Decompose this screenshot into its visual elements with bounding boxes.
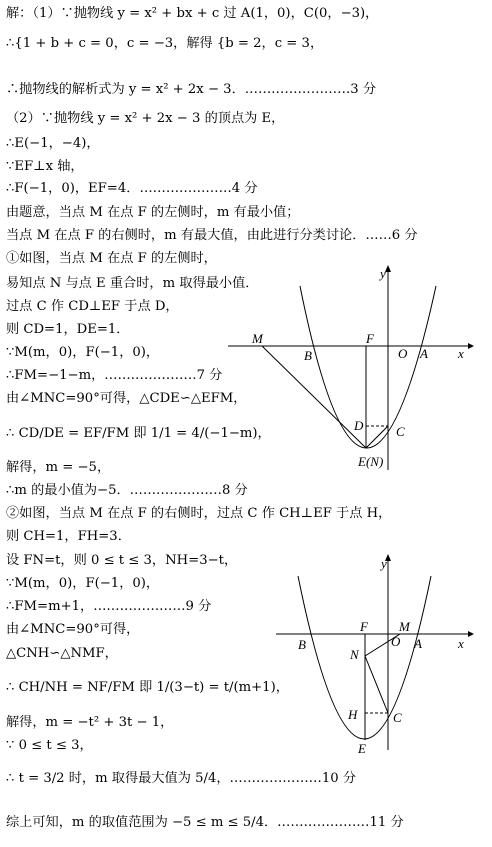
line-17: ∴ CD/DE = EF/FM 即 1/1 = 4/(−1−m)， xyxy=(6,426,271,441)
line-12: 过点 C 作 CD⊥EF 于点 D， xyxy=(6,299,179,314)
fig1-label-y: y xyxy=(380,266,386,281)
line-01: 解：（1）∵抛物线 y = x² + bx + c 过 A(1，0)，C(0，−3)， xyxy=(6,6,379,21)
fig1-label-EN: E(N) xyxy=(358,454,384,469)
line-24: ∴FM=m+1，…………………9 分 xyxy=(6,599,212,614)
line-04: （2）∵抛物线 y = x² + 2x − 3 的顶点为 E， xyxy=(6,111,285,126)
line-28: 解得，m = −t² + 3t − 1， xyxy=(6,715,174,730)
line-13: 则 CD=1，DE=1． xyxy=(6,322,130,337)
line-08: 由题意，当点 M 在点 F 的左侧时，m 有最小值； xyxy=(6,205,300,220)
line-27: ∴ CH/NH = NF/FM 即 1/(3−t) = t/(m+1)， xyxy=(6,680,289,695)
fig1-label-D: D xyxy=(354,418,364,433)
line-23: ∵M(m，0)，F(−1，0)， xyxy=(6,576,160,591)
fig1-label-A: A xyxy=(420,346,428,361)
line-09: 当点 M 在点 F 的右侧时，m 有最大值，由此进行分类讨论．……6 分 xyxy=(6,228,418,243)
line-29: ∵ 0 ≤ t ≤ 3， xyxy=(6,738,93,753)
fig1-label-C: C xyxy=(396,424,405,439)
fig2-line-NC xyxy=(365,656,388,713)
line-16: 由∠MNC=90°可得，△CDE∽△EFM， xyxy=(6,391,247,406)
fig2-label-y: y xyxy=(381,556,387,571)
line-06: ∵EF⊥x 轴， xyxy=(6,159,84,174)
line-18: 解得，m = −5， xyxy=(6,460,111,475)
line-22: 设 FN=t，则 0 ≤ t ≤ 3，NH=3−t， xyxy=(6,553,238,568)
line-20: ②如图，当点 M 在点 F 的右侧时，过点 C 作 CH⊥EF 于点 H， xyxy=(6,506,392,521)
fig2-label-N: N xyxy=(350,647,359,662)
fig2-label-O: O xyxy=(391,634,401,649)
fig2-label-x: x xyxy=(458,636,464,651)
line-10: ①如图，当点 M 在点 F 的左侧时， xyxy=(6,251,217,266)
fig2-label-C: C xyxy=(393,710,402,725)
line-25: 由∠MNC=90°可得， xyxy=(6,622,140,637)
fig1-parabola xyxy=(300,286,436,448)
line-07: ∴F(−1，0)，EF=4．…………………4 分 xyxy=(6,181,258,196)
line-11: 易知点 N 与点 E 重合时，m 取得最小值． xyxy=(6,276,259,291)
fig2-label-A: A xyxy=(414,636,422,651)
fig1-line-ME xyxy=(262,346,366,448)
line-19: ∴m 的最小值为−5．…………………8 分 xyxy=(6,483,248,498)
line-30: ∴ t = 3/2 时，m 取得最大值为 5/4，…………………10 分 xyxy=(6,771,357,786)
fig1-label-O: O xyxy=(398,346,408,361)
line-21: 则 CH=1，FH=3． xyxy=(6,529,131,544)
line-26: △CNH∽△NMF， xyxy=(6,646,118,661)
fig2-x-arrow xyxy=(468,631,474,637)
fig2-label-H: H xyxy=(348,707,358,722)
line-31: 综上可知，m 的取值范围为 −5 ≤ m ≤ 5/4．…………………11 分 xyxy=(6,815,404,830)
line-02: ∴{1 + b + c = 0，c = −3，解得 {b = 2，c = 3， xyxy=(6,36,324,51)
fig1-x-arrow xyxy=(468,343,474,349)
figure-2 xyxy=(270,548,475,758)
fig2-label-M: M xyxy=(399,619,410,634)
fig1-label-M: M xyxy=(252,331,263,346)
fig1-label-F: F xyxy=(366,331,374,346)
line-05: ∴E(−1，−4)， xyxy=(6,136,100,151)
fig2-label-F: F xyxy=(360,619,368,634)
fig1-label-x: x xyxy=(458,346,464,361)
figure-1 xyxy=(225,262,475,477)
fig2-label-E: E xyxy=(358,741,366,756)
line-15: ∴FM=−1−m，…………………7 分 xyxy=(6,368,223,383)
fig2-label-B: B xyxy=(298,637,306,652)
line-14: ∵M(m，0)，F(−1，0)， xyxy=(6,345,160,360)
line-03: ∴抛物线的解析式为 y = x² + 2x − 3．……………………3 分 xyxy=(6,82,377,97)
fig1-y-arrow xyxy=(385,265,391,272)
fig1-label-B: B xyxy=(304,348,312,363)
